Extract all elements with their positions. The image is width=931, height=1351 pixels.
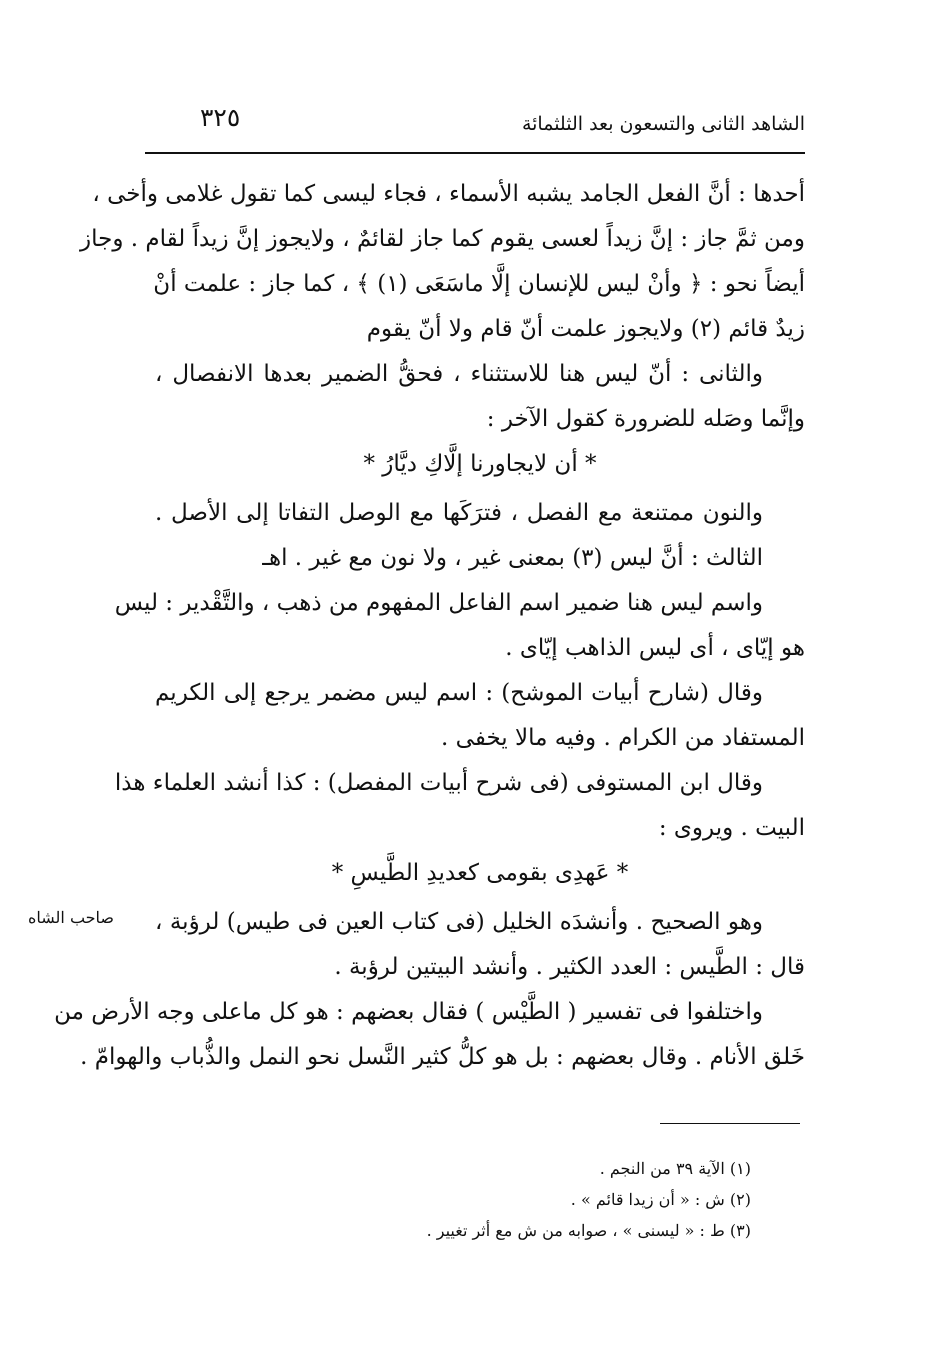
footnote: (١) الآية ٣٩ من النجم .: [599, 1159, 751, 1178]
page-number: ٣٢٥: [200, 103, 241, 132]
text-line: وهو الصحيح . وأنشدَه الخليل (فى كتاب العين فى طيس) لرؤبة ،: [155, 909, 763, 935]
text-line: وإنَّما وصَله للضرورة كقول الآخر :: [486, 406, 805, 432]
text-line: زيدٌ قائم (٢) ولايجوز علمت أنّ قام ولا أنّ يقوم: [366, 316, 805, 342]
text-line: الثالث : أنَّ ليس (٣) بمعنى غير ، ولا نون مع غير . اهـ: [262, 545, 763, 571]
footnote-rule: [660, 1123, 800, 1124]
text-line: البيت . ويروى :: [658, 815, 805, 841]
text-line: أحدها : أنَّ الفعل الجامد يشبه الأسماء ، فجاء ليسى كما تقول غلامى وأخى ،: [92, 181, 805, 207]
text-line: وقال ابن المستوفى (فى شرح أبيات المفصل) : كذا أنشد العلماء هذا: [114, 770, 763, 796]
verse-line: * عَهدِى بقومى كعديدِ الطَّيسِ *: [331, 860, 629, 886]
margin-note: صاحب الشاه: [28, 908, 114, 927]
running-title: الشاهد الثانى والتسعون بعد الثلثمائة: [521, 113, 805, 135]
text-line: والنون ممتنعة مع الفصل ، فترَكَها مع الوصل التفاتا إلى الأصل .: [155, 500, 763, 526]
text-line: وقال (شارح أبيات الموشح) : اسم ليس مضمر يرجع إلى الكريم: [155, 680, 763, 706]
page-header: [145, 103, 805, 143]
text-line: خَلق الأنام . وقال بعضهم : بل هو كلُّ كثير النَّسل نحو النمل والذُّباب والهوامّ .: [80, 1044, 805, 1070]
text-line: ومن ثمَّ جاز : إنَّ زيداً لعسى يقوم كما جاز لقائمٌ ، ولايجوز إنَّ زيداً لقام . وجاز: [80, 226, 805, 252]
text-line: والثانى : أنّ ليس هنا للاستثناء ، فحقُّ الضمير بعدها الانفصال ،: [155, 361, 763, 387]
footnote: (٣) ط : « ليسنى » ، صوابه من ش مع أثر تغيير .: [426, 1221, 751, 1240]
footnote: (٢) ش : « أن زيدا قائم » .: [570, 1190, 751, 1209]
text-line: واختلفوا فى تفسير ( الطَّيْس ) فقال بعضهم : هو كل ماعلى وجه الأرض من: [54, 999, 763, 1025]
text-line: قال : الطَّيس : العدد الكثير . وأنشد البيتين لرؤبة .: [334, 954, 805, 980]
text-line: هو إيّاى ، أى ليس الذاهب إيّاى .: [505, 635, 805, 661]
text-line: أيضاً نحو : ﴿ وأنْ ليس للإنسان إلَّا ماسَعَى (١) ﴾ ، كما جاز : علمت أنْ: [153, 271, 805, 297]
footnotes: [331, 1153, 751, 1246]
header-rule: [145, 152, 805, 154]
text-line: واسم ليس هنا ضمير اسم الفاعل المفهوم من ذهب ، والتَّقْدير : ليس: [114, 590, 763, 616]
verse-line: * أن لايجاورنا إلَّاكِ ديَّارُ *: [363, 451, 597, 477]
text-line: المستفاد من الكرام . وفيه مالا يخفى .: [441, 725, 805, 751]
